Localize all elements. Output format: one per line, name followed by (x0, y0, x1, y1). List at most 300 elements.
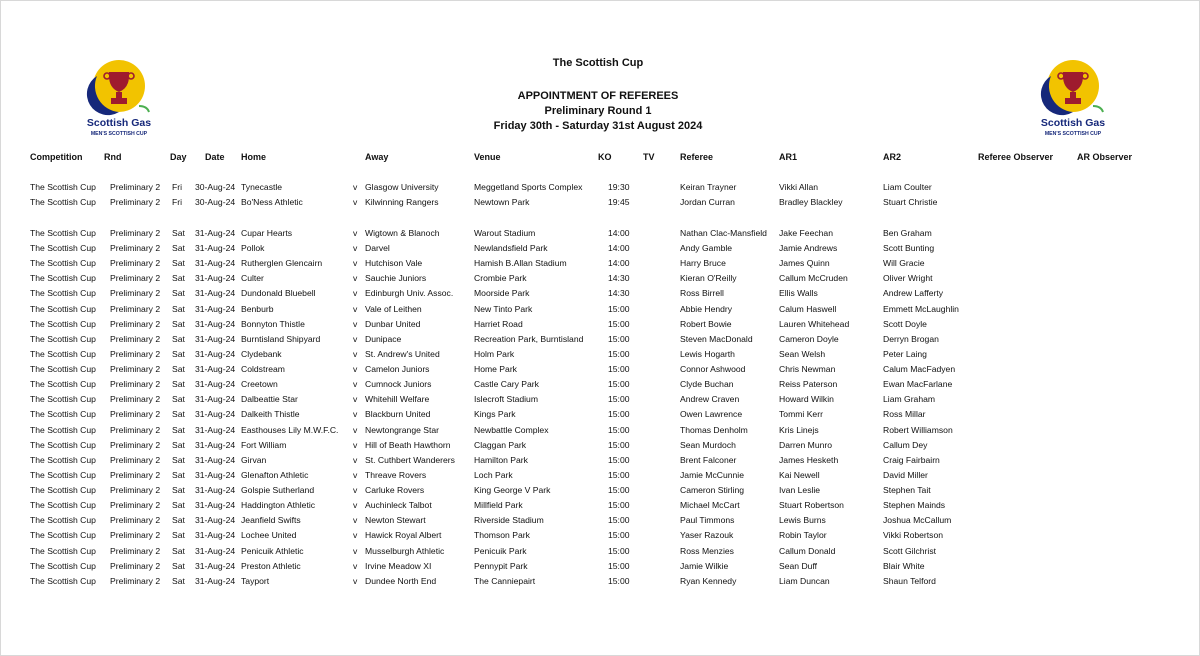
cell-away: Darvel (365, 243, 390, 254)
cell-date: 31-Aug-24 (195, 273, 236, 284)
cell-ar2: Scott Gilchrist (883, 545, 937, 556)
cell-day: Sat (172, 318, 185, 329)
header-referee: Referee (680, 152, 714, 162)
cell-away: Edinburgh Univ. Assoc. (365, 288, 454, 299)
cell-rnd: Preliminary 2 (110, 379, 161, 390)
cell-ar1: James Quinn (779, 258, 830, 269)
cell-ar2: Derryn Brogan (883, 333, 939, 344)
cell-day: Sat (172, 560, 185, 571)
cell-versus: v (353, 333, 358, 344)
header-ar1: AR1 (779, 152, 798, 162)
cell-rnd: Preliminary 2 (110, 424, 161, 435)
cell-date: 31-Aug-24 (195, 228, 236, 238)
date-range: Friday 30th - Saturday 31st August 2024 (493, 120, 703, 132)
table-row (0, 228, 1196, 241)
cell-competition: The Scottish Cup (30, 515, 96, 526)
cell-ar1: Ivan Leslie (779, 485, 821, 496)
cell-competition: The Scottish Cup (30, 303, 96, 314)
cell-competition: The Scottish Cup (30, 273, 96, 284)
cell-home: Golspie Sutherland (241, 485, 315, 496)
table-row (0, 530, 1196, 543)
cell-venue: Millfield Park (474, 500, 523, 511)
cell-ar1: Sean Duff (779, 560, 818, 571)
cell-away: Kilwinning Rangers (365, 197, 439, 208)
header-competition: Competition (30, 152, 83, 162)
cell-rnd: Preliminary 2 (110, 364, 161, 375)
cell-referee: Ross Birrell (680, 288, 724, 299)
cell-rnd: Preliminary 2 (110, 288, 161, 299)
cell-date: 31-Aug-24 (195, 303, 236, 314)
cell-home: Bonnyton Thistle (241, 318, 305, 329)
cell-day: Sat (172, 500, 185, 511)
cell-home: Easthouses Lily M.W.F.C. (241, 424, 339, 435)
cell-ar1: Reiss Paterson (779, 379, 838, 390)
cell-ko: 15:00 (608, 318, 630, 329)
cell-rnd: Preliminary 2 (110, 318, 161, 329)
cell-day: Sat (172, 333, 185, 344)
cell-referee: Harry Bruce (680, 258, 726, 269)
cell-ko: 15:00 (608, 439, 630, 450)
cell-rnd: Preliminary 2 (110, 333, 161, 344)
cell-rnd: Preliminary 2 (110, 439, 161, 450)
cell-rnd: Preliminary 2 (110, 409, 161, 420)
cell-competition: The Scottish Cup (30, 333, 96, 344)
cell-ar1: Vikki Allan (779, 182, 819, 192)
cell-venue: Moorside Park (474, 288, 530, 299)
cell-date: 31-Aug-24 (195, 485, 236, 496)
header-rnd: Rnd (104, 152, 122, 162)
cell-ko: 15:00 (608, 545, 630, 556)
cell-rnd: Preliminary 2 (110, 500, 161, 511)
cell-date: 31-Aug-24 (195, 545, 236, 556)
table-row (0, 561, 1196, 574)
cell-away: Auchinleck Talbot (365, 500, 432, 511)
cell-versus: v (353, 454, 358, 465)
cell-ko: 14:00 (608, 258, 630, 269)
cell-ko: 15:00 (608, 575, 630, 586)
cell-ar1: Howard Wilkin (779, 394, 834, 405)
cell-ko: 15:00 (608, 364, 630, 375)
cell-date: 31-Aug-24 (195, 243, 236, 254)
cell-ar1: Robin Taylor (779, 530, 827, 541)
cell-day: Sat (172, 394, 185, 405)
cell-ko: 19:30 (608, 182, 630, 192)
cell-competition: The Scottish Cup (30, 379, 96, 390)
cell-versus: v (353, 348, 358, 359)
cell-home: Benburb (241, 303, 274, 314)
cell-ar2: Andrew Lafferty (883, 288, 944, 299)
cell-away: Newton Stewart (365, 515, 426, 526)
table-row (0, 379, 1196, 392)
cell-day: Fri (172, 182, 183, 192)
cell-versus: v (353, 424, 358, 435)
cell-ar1: Kris Linejs (779, 424, 819, 435)
cell-competition: The Scottish Cup (30, 454, 96, 465)
cell-versus: v (353, 364, 358, 375)
cell-ar1: Lauren Whitehead (779, 318, 850, 329)
scottish-cup-logo-left (83, 60, 155, 138)
cell-competition: The Scottish Cup (30, 439, 96, 450)
cell-rnd: Preliminary 2 (110, 228, 161, 238)
cell-competition: The Scottish Cup (30, 409, 96, 420)
cell-home: Burntisland Shipyard (241, 333, 321, 344)
cell-ar2: Ben Graham (883, 228, 932, 238)
cell-ko: 14:30 (608, 288, 630, 299)
cell-versus: v (353, 575, 358, 586)
cell-competition: The Scottish Cup (30, 485, 96, 496)
cell-ar2: Scott Doyle (883, 318, 927, 329)
cell-away: Vale of Leithen (365, 303, 422, 314)
cell-away: Dundee North End (365, 575, 437, 586)
cell-home: Dundonald Bluebell (241, 288, 316, 299)
cell-venue: Recreation Park, Burntisland (474, 333, 584, 344)
cell-ko: 15:00 (608, 394, 630, 405)
cell-home: Preston Athletic (241, 560, 301, 571)
cell-ar1: Calum Haswell (779, 303, 837, 314)
cell-ar2: Emmett McLaughlin (883, 303, 959, 314)
cell-ko: 15:00 (608, 515, 630, 526)
cell-away: Irvine Meadow XI (365, 560, 432, 571)
cell-rnd: Preliminary 2 (110, 197, 161, 208)
cell-venue: Claggan Park (474, 439, 527, 450)
cell-away: Blackburn United (365, 409, 431, 420)
table-row (0, 243, 1196, 256)
cell-ar2: David Miller (883, 469, 928, 480)
table-row (0, 394, 1196, 407)
cell-versus: v (353, 379, 358, 390)
cell-away: Newtongrange Star (365, 424, 440, 435)
cell-versus: v (353, 485, 358, 496)
cell-venue: Kings Park (474, 409, 516, 420)
logo-sub-text: MEN'S SCOTTISH CUP (1044, 131, 1102, 137)
header-tv: TV (643, 152, 655, 162)
cell-home: Fort William (241, 439, 287, 450)
cell-away: St. Andrew's United (365, 348, 440, 359)
cell-day: Sat (172, 379, 185, 390)
cell-ar1: Jake Feechan (779, 228, 833, 238)
table-row (0, 288, 1196, 301)
header-home: Home (241, 152, 267, 162)
cell-home: Lochee United (241, 530, 297, 541)
cell-ko: 15:00 (608, 469, 630, 480)
logo-brand-text: Scottish Gas (1040, 117, 1106, 129)
cell-venue: Loch Park (474, 469, 513, 480)
cell-away: Hawick Royal Albert (365, 530, 442, 541)
cell-rnd: Preliminary 2 (110, 560, 161, 571)
cell-ar2: Vikki Robertson (883, 530, 944, 541)
cell-referee: Abbie Hendry (680, 303, 733, 314)
cell-referee: Connor Ashwood (680, 364, 746, 375)
logo-sub-text: MEN'S SCOTTISH CUP (90, 131, 148, 137)
cell-referee: Kieran O'Reilly (680, 273, 737, 284)
cell-rnd: Preliminary 2 (110, 273, 161, 284)
cell-day: Sat (172, 243, 185, 254)
cell-referee: Nathan Clac-Mansfield (680, 228, 767, 238)
cell-home: Creetown (241, 379, 278, 390)
cell-away: Camelon Juniors (365, 364, 430, 375)
cell-ko: 15:00 (608, 409, 630, 420)
cell-ar2: Shaun Telford (883, 575, 936, 586)
cell-rnd: Preliminary 2 (110, 258, 161, 269)
table-row (0, 425, 1196, 438)
cell-versus: v (353, 515, 358, 526)
cell-referee: Thomas Denholm (680, 424, 748, 435)
cell-venue: Castle Cary Park (474, 379, 539, 390)
cell-rnd: Preliminary 2 (110, 485, 161, 496)
cell-versus: v (353, 258, 358, 269)
header-ar-observer: AR Observer (1077, 152, 1133, 162)
cell-day: Sat (172, 469, 185, 480)
cell-rnd: Preliminary 2 (110, 454, 161, 465)
cell-rnd: Preliminary 2 (110, 515, 161, 526)
table-row (0, 304, 1196, 317)
cell-referee: Lewis Hogarth (680, 348, 735, 359)
cell-versus: v (353, 243, 358, 254)
cell-rnd: Preliminary 2 (110, 243, 161, 254)
cell-home: Dalkeith Thistle (241, 409, 300, 420)
cell-venue: Penicuik Park (474, 545, 527, 556)
cell-venue: Newbattle Complex (474, 424, 549, 435)
cell-ar2: Liam Graham (883, 394, 936, 405)
cell-venue: Meggetland Sports Complex (474, 182, 583, 192)
cell-date: 30-Aug-24 (195, 197, 236, 208)
cell-ar1: Chris Newman (779, 364, 836, 375)
cell-ar1: Callum McCruden (779, 273, 848, 284)
cell-ko: 15:00 (608, 560, 630, 571)
table-row (0, 485, 1196, 498)
cell-venue: Pennypit Park (474, 560, 528, 571)
cell-competition: The Scottish Cup (30, 182, 96, 192)
cell-home: Coldstream (241, 364, 285, 375)
cell-competition: The Scottish Cup (30, 197, 96, 208)
cell-date: 31-Aug-24 (195, 575, 236, 586)
cell-ko: 15:00 (608, 485, 630, 496)
cell-ko: 15:00 (608, 303, 630, 314)
cell-away: Wigtown & Blanoch (365, 228, 440, 238)
cell-ko: 15:00 (608, 424, 630, 435)
cell-day: Sat (172, 439, 185, 450)
cell-ko: 15:00 (608, 530, 630, 541)
cell-venue: Harriet Road (474, 318, 523, 329)
cell-rnd: Preliminary 2 (110, 394, 161, 405)
cell-date: 31-Aug-24 (195, 409, 236, 420)
header-ko: KO (598, 152, 612, 162)
cell-referee: Keiran Trayner (680, 182, 737, 192)
cell-versus: v (353, 288, 358, 299)
cell-referee: Paul Timmons (680, 515, 735, 526)
cell-date: 31-Aug-24 (195, 348, 236, 359)
cell-day: Sat (172, 515, 185, 526)
table-row (0, 319, 1196, 332)
cell-rnd: Preliminary 2 (110, 575, 161, 586)
cell-day: Sat (172, 424, 185, 435)
cell-day: Sat (172, 409, 185, 420)
cell-ar2: Stephen Tait (883, 485, 931, 496)
cell-ar2: Liam Coulter (883, 182, 932, 192)
cell-day: Sat (172, 454, 185, 465)
cell-referee: Clyde Buchan (680, 379, 734, 390)
cell-referee: Andrew Craven (680, 394, 740, 405)
cell-versus: v (353, 500, 358, 511)
cell-ar2: Ross Millar (883, 409, 926, 420)
scottish-cup-logo-right (1037, 60, 1109, 138)
header-venue: Venue (474, 152, 501, 162)
cell-ar2: Will Gracie (883, 258, 925, 269)
cell-rnd: Preliminary 2 (110, 530, 161, 541)
cell-referee: Sean Murdoch (680, 439, 736, 450)
table-row (0, 258, 1196, 271)
cell-away: Dunbar United (365, 318, 421, 329)
cell-ar2: Oliver Wright (883, 273, 933, 284)
cell-ar2: Ewan MacFarlane (883, 379, 953, 390)
cell-versus: v (353, 560, 358, 571)
cell-home: Haddington Athletic (241, 500, 316, 511)
cell-date: 31-Aug-24 (195, 333, 236, 344)
table-row (0, 182, 1196, 195)
cell-ar2: Stuart Christie (883, 197, 938, 208)
cell-referee: Andy Gamble (680, 243, 733, 254)
cell-referee: Steven MacDonald (680, 333, 753, 344)
cell-day: Sat (172, 258, 185, 269)
cell-versus: v (353, 228, 358, 238)
cell-competition: The Scottish Cup (30, 575, 96, 586)
cell-away: Dunipace (365, 333, 402, 344)
cell-venue: The Canniepairt (474, 575, 536, 586)
cell-home: Girvan (241, 454, 267, 465)
cell-date: 31-Aug-24 (195, 288, 236, 299)
cell-day: Sat (172, 575, 185, 586)
cell-away: Carluke Rovers (365, 485, 425, 496)
cell-away: St. Cuthbert Wanderers (365, 454, 455, 465)
cell-venue: Warout Stadium (474, 228, 536, 238)
cell-venue: Newtown Park (474, 197, 530, 208)
cell-ar1: Callum Donald (779, 545, 836, 556)
cell-ko: 14:00 (608, 243, 630, 254)
table-row (0, 576, 1196, 589)
cell-date: 31-Aug-24 (195, 394, 236, 405)
cell-home: Pollok (241, 243, 265, 254)
cell-date: 31-Aug-24 (195, 258, 236, 269)
cell-referee: Ross Menzies (680, 545, 734, 556)
cell-ko: 15:00 (608, 379, 630, 390)
cell-referee: Robert Bowie (680, 318, 732, 329)
cell-ar1: Kai Newell (779, 469, 820, 480)
cell-versus: v (353, 303, 358, 314)
cell-ar1: Jamie Andrews (779, 243, 838, 254)
table-row (0, 515, 1196, 528)
cell-away: Musselburgh Athletic (365, 545, 445, 556)
table-row (0, 455, 1196, 468)
cell-ko: 14:30 (608, 273, 630, 284)
table-row (0, 364, 1196, 377)
cell-versus: v (353, 273, 358, 284)
cell-competition: The Scottish Cup (30, 243, 96, 254)
cell-competition: The Scottish Cup (30, 394, 96, 405)
cell-ko: 15:00 (608, 454, 630, 465)
table-row (0, 440, 1196, 453)
header-day: Day (170, 152, 187, 162)
cell-ko: 14:00 (608, 228, 630, 238)
cell-versus: v (353, 530, 358, 541)
cell-versus: v (353, 318, 358, 329)
cell-venue: Hamilton Park (474, 454, 528, 465)
cell-day: Sat (172, 348, 185, 359)
cell-day: Sat (172, 303, 185, 314)
cell-ar1: Sean Welsh (779, 348, 826, 359)
cell-venue: King George V Park (474, 485, 551, 496)
header-away: Away (365, 152, 389, 162)
cell-ar1: Tommi Kerr (779, 409, 823, 420)
cell-rnd: Preliminary 2 (110, 182, 161, 192)
competition-title: The Scottish Cup (552, 57, 644, 69)
cell-date: 31-Aug-24 (195, 560, 236, 571)
cell-date: 31-Aug-24 (195, 454, 236, 465)
cell-home: Culter (241, 273, 264, 284)
cell-referee: Yaser Razouk (680, 530, 734, 541)
cell-competition: The Scottish Cup (30, 545, 96, 556)
cell-day: Sat (172, 364, 185, 375)
cell-competition: The Scottish Cup (30, 258, 96, 269)
cell-rnd: Preliminary 2 (110, 469, 161, 480)
cell-ko: 15:00 (608, 348, 630, 359)
logo-brand-text: Scottish Gas (86, 117, 152, 129)
cell-referee: Jamie McCunnie (680, 469, 744, 480)
cell-date: 31-Aug-24 (195, 500, 236, 511)
cell-competition: The Scottish Cup (30, 288, 96, 299)
cell-away: Cumnock Juniors (365, 379, 432, 390)
cell-home: Penicuik Athletic (241, 545, 304, 556)
document-subtitle: APPOINTMENT OF REFEREES (517, 90, 679, 102)
table-row (0, 500, 1196, 513)
cell-venue: Islecroft Stadium (474, 394, 538, 405)
cell-venue: New Tinto Park (474, 303, 533, 314)
cell-competition: The Scottish Cup (30, 530, 96, 541)
cell-ar2: Craig Fairbairn (883, 454, 940, 465)
header-referee-observer: Referee Observer (978, 152, 1054, 162)
cell-versus: v (353, 182, 358, 192)
cell-date: 31-Aug-24 (195, 515, 236, 526)
cell-home: Cupar Hearts (241, 228, 293, 238)
cell-date: 31-Aug-24 (195, 364, 236, 375)
cell-referee: Jordan Curran (680, 197, 735, 208)
cell-home: Glenafton Athletic (241, 469, 309, 480)
cell-competition: The Scottish Cup (30, 560, 96, 571)
cell-rnd: Preliminary 2 (110, 545, 161, 556)
cell-ko: 15:00 (608, 500, 630, 511)
cell-home: Jeanfield Swifts (241, 515, 301, 526)
cell-day: Sat (172, 273, 185, 284)
cell-day: Sat (172, 545, 185, 556)
cell-home: Rutherglen Glencairn (241, 258, 323, 269)
cell-date: 31-Aug-24 (195, 469, 236, 480)
cell-competition: The Scottish Cup (30, 228, 96, 238)
cell-venue: Crombie Park (474, 273, 527, 284)
cell-home: Tynecastle (241, 182, 283, 192)
cell-home: Bo'Ness Athletic (241, 197, 303, 208)
cell-venue: Riverside Stadium (474, 515, 544, 526)
cell-away: Hutchison Vale (365, 258, 423, 269)
cell-versus: v (353, 439, 358, 450)
cell-referee: Michael McCart (680, 500, 740, 511)
cell-ar2: Stephen Mainds (883, 500, 946, 511)
cell-ar1: Liam Duncan (779, 575, 830, 586)
cell-versus: v (353, 469, 358, 480)
cell-referee: Owen Lawrence (680, 409, 743, 420)
cell-referee: Ryan Kennedy (680, 575, 737, 586)
cell-rnd: Preliminary 2 (110, 303, 161, 314)
cell-versus: v (353, 545, 358, 556)
table-row (0, 546, 1196, 559)
